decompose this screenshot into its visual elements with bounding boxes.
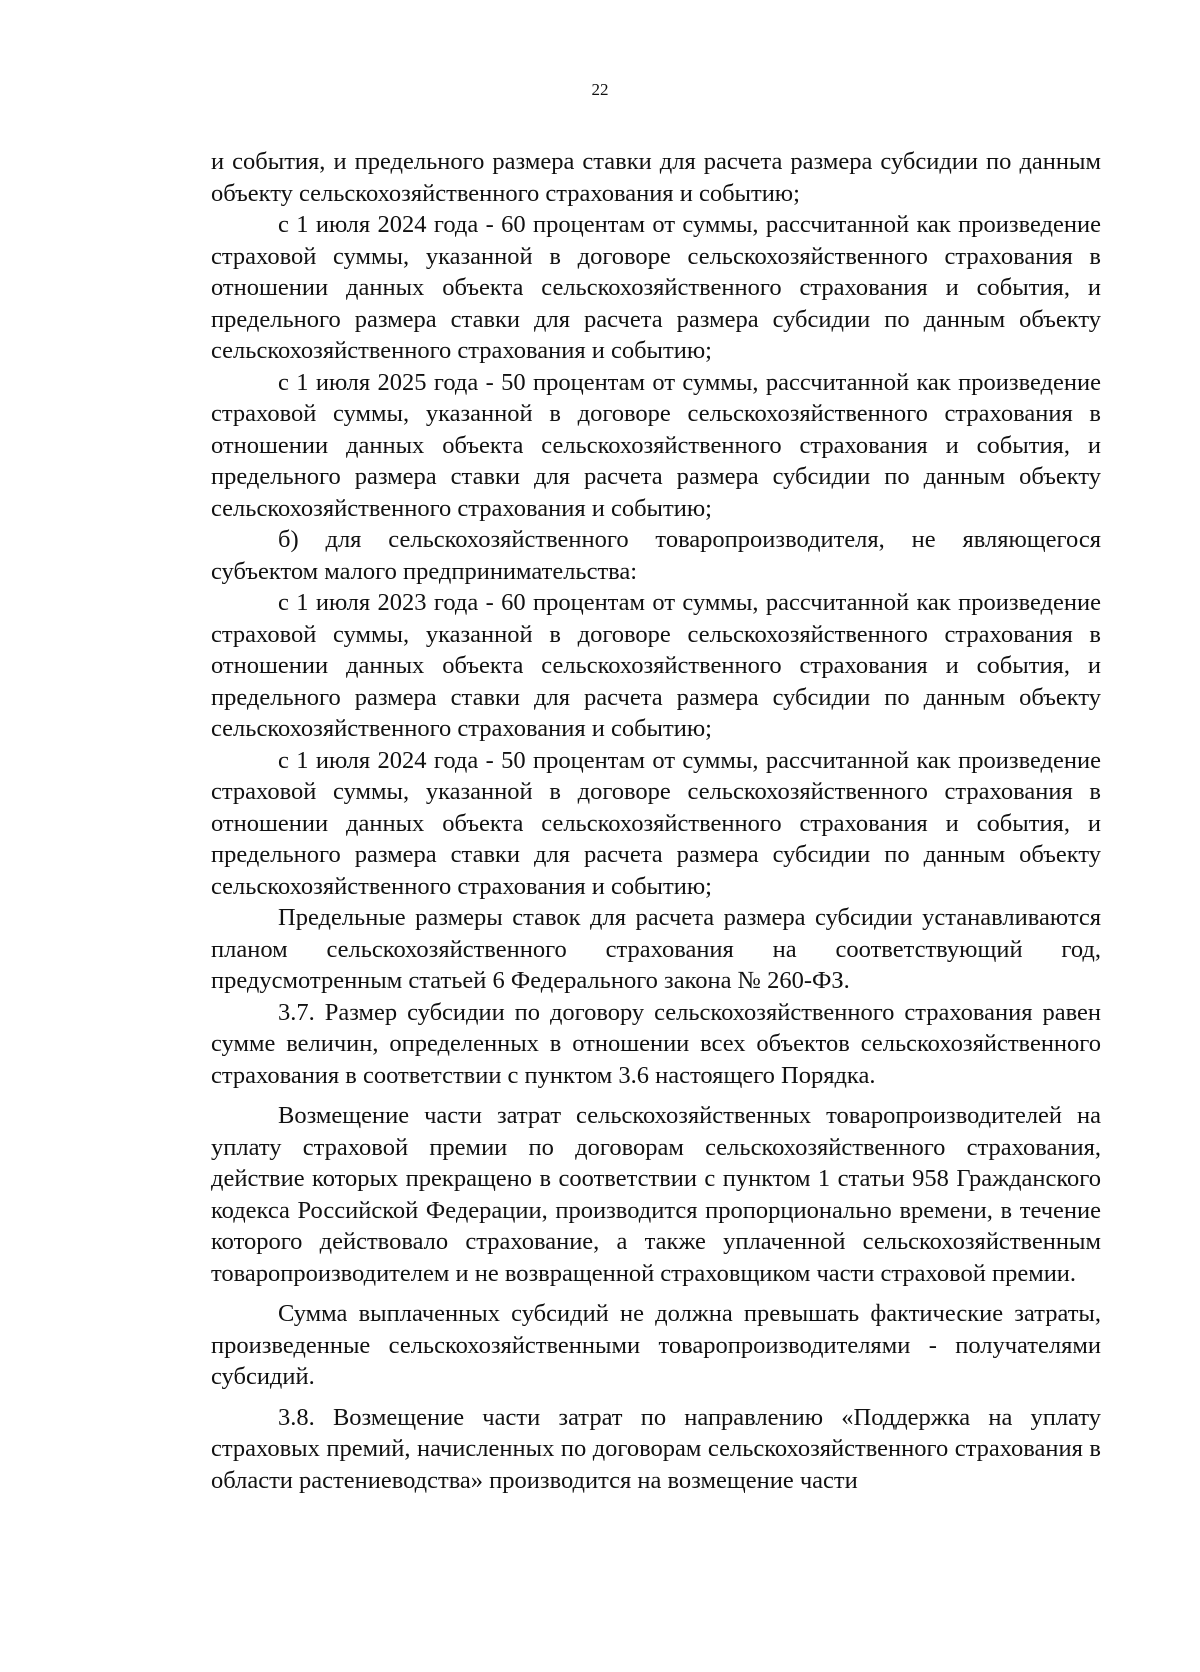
paragraph-1: и события, и предельного размера ставки для расчета размера субсидии по данным объекту сельскохозяйственного страхования и событию; <box>211 148 1101 207</box>
paragraph-6: с 1 июля 2024 года - 50 процентам от суммы, рассчитанной как произведение страховой суммы, указанной в договоре сельскохозяйственного страхования в отношении данных объекта сельскохозяйственного страхования и события, и предельного размера ставки для расчета размера субсидии по данным объекту сельскохозяйственного страхования и событию; <box>211 746 1101 900</box>
paragraph-5: с 1 июля 2023 года - 60 процентам от суммы, рассчитанной как произведение страховой суммы, указанной в договоре сельскохозяйственного страхования в отношении данных объекта сельскохозяйственного страхования и события, и предельного размера ставки для расчета размера субсидии по данным объекту сельскохозяйственного страхования и событию; <box>211 589 1101 742</box>
paragraph-11: 3.8. Возмещение части затрат по направлению «Поддержка на уплату страховых премий, начисленных по договорам сельскохозяйственного страхования в области растениеводства» производится на возмещение части <box>211 1403 1101 1494</box>
paragraph-10: Сумма выплаченных субсидий не должна превышать фактические затраты, произведенные сельскохозяйственными товаропроизводителями - получателями субсидий. <box>211 1300 1101 1390</box>
page-number: 22 <box>591 80 609 99</box>
paragraph-8: 3.7. Размер субсидии по договору сельскохозяйственного страхования равен сумме величин, определенных в отношении всех объектов сельскохозяйственного страхования в соответствии с пунктом 3.6 настоящего Порядка. <box>211 998 1101 1089</box>
paragraph-4: б) для сельскохозяйственного товаропроизводителя, не являющегося субъектом малого предпринимательства: <box>211 526 1101 585</box>
paragraph-9: Возмещение части затрат сельскохозяйственных товаропроизводителей на уплату страховой премии по договорам сельскохозяйственного страхования, действие которых прекращено в соответствии с пунктом 1 статьи 958 Гражданского кодекса Российской Федерации, производится пропорционально времени, в течение которого действовало страхование, а также уплаченной сельскохозяйственным товаропроизводителем и не возвращенной страховщиком части страховой премии. <box>211 1102 1101 1287</box>
paragraph-7: Предельные размеры ставок для расчета размера субсидии устанавливаются планом сельскохозяйственного страхования на соответствующий год, предусмотренным статьей 6 Федерального закона № 260-ФЗ. <box>211 904 1101 994</box>
paragraph-2: с 1 июля 2024 года - 60 процентам от суммы, рассчитанной как произведение страховой суммы, указанной в договоре сельскохозяйственного страхования в отношении данных объекта сельскохозяйственного страхования и события, и предельного размера ставки для расчета размера субсидии по данным объекту сельскохозяйственного страхования и событию; <box>211 211 1101 364</box>
paragraph-3: с 1 июля 2025 года - 50 процентам от суммы, рассчитанной как произведение страховой суммы, указанной в договоре сельскохозяйственного страхования в отношении данных объекта сельскохозяйственного страхования и события, и предельного размера ставки для расчета размера субсидии по данным объекту сельскохозяйственного страхования и событию; <box>211 368 1101 522</box>
document-body <box>211 146 1101 1496</box>
